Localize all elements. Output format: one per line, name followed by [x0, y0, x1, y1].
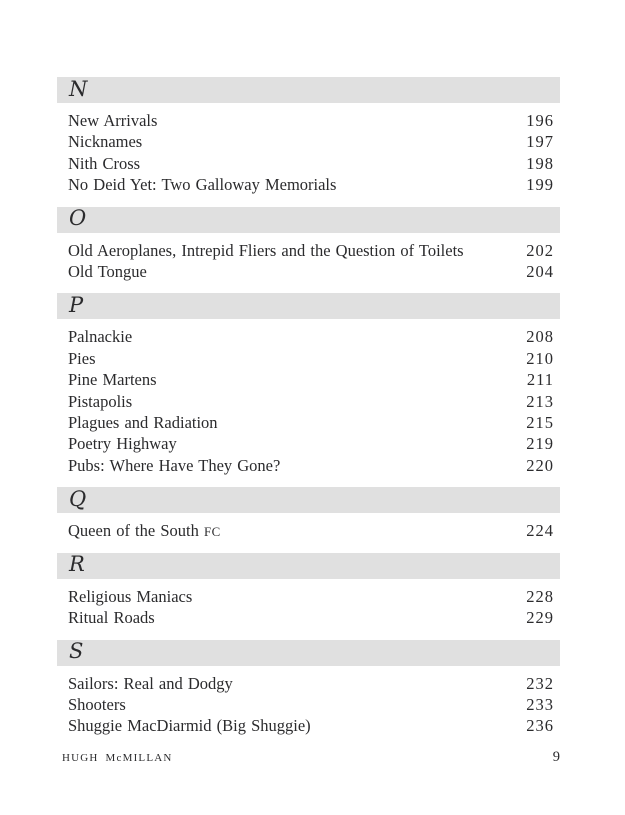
entry-title-text: Shooters [68, 694, 126, 714]
section-entries [57, 111, 560, 197]
entry-title [68, 608, 155, 629]
entry-title-text: Queen of the South [68, 521, 204, 541]
entry-title-text: No Deid Yet: Two Galloway Memorials [68, 175, 337, 195]
toc-entry-row [57, 413, 560, 434]
toc-entry-row [57, 695, 560, 716]
entry-title-text: Sailors: Real and Dodgy [68, 673, 233, 693]
entry-title-text: Pistapolis [68, 391, 133, 411]
toc-entry-row [57, 175, 560, 196]
entry-title [68, 132, 142, 153]
section-entries [57, 521, 560, 542]
entry-title-text: Plagues and Radiation [68, 413, 218, 433]
toc-section [57, 77, 560, 197]
section-letter: N [69, 76, 88, 101]
entry-page-number: 220 [526, 455, 554, 475]
section-header-band [57, 640, 560, 666]
toc-section [57, 293, 560, 477]
toc-entry-row [57, 392, 560, 413]
entry-title [68, 413, 218, 434]
section-header-band [57, 293, 560, 319]
entry-page-number: 215 [526, 413, 554, 433]
entry-title-text: Pubs: Where Have They Gone? [68, 455, 281, 475]
entry-title-text: Ritual Roads [68, 608, 155, 628]
entry-title-text: Religious Maniacs [68, 586, 193, 606]
entry-title [68, 587, 192, 608]
entry-title [68, 716, 311, 737]
entry-page-number: 219 [526, 434, 554, 454]
page-footer [62, 749, 560, 766]
section-letter: S [69, 639, 84, 663]
section-letter: Q [69, 486, 87, 511]
entry-page-number: 202 [526, 240, 554, 260]
footer-page-number: 9 [552, 749, 560, 765]
entry-page-number: 233 [526, 694, 554, 714]
toc-entry-row [57, 434, 560, 455]
entry-title [68, 154, 140, 175]
entry-title-text: Palnackie [68, 327, 133, 347]
entry-title [68, 111, 157, 132]
toc-section [57, 640, 560, 738]
toc [57, 77, 560, 748]
entry-title [68, 370, 157, 391]
section-letter: R [69, 552, 85, 577]
toc-entry-row [57, 716, 560, 737]
toc-entry-row [57, 370, 560, 391]
entry-title [68, 674, 233, 695]
entry-page-number: 224 [526, 521, 554, 541]
section-header-band [57, 553, 560, 579]
section-header-band [57, 77, 560, 103]
section-header-band [57, 207, 560, 233]
toc-section [57, 207, 560, 284]
entry-title [68, 434, 177, 455]
toc-entry-row [57, 327, 560, 348]
entry-title [68, 349, 96, 370]
section-entries [57, 674, 560, 738]
entry-title-text: Shuggie MacDiarmid (Big Shuggie) [68, 716, 311, 736]
entry-page-number: 196 [526, 111, 554, 130]
entry-title [68, 695, 126, 716]
entry-page-number: 208 [526, 327, 554, 347]
entry-title [68, 262, 147, 283]
entry-title-text: Pine Martens [68, 370, 157, 390]
entry-page-number: 210 [526, 348, 554, 368]
toc-entry-row [57, 587, 560, 608]
entry-page-number: 204 [526, 262, 554, 282]
entry-title-smallcaps: FC [203, 525, 221, 540]
toc-entry-row [57, 154, 560, 175]
section-header-band [57, 487, 560, 513]
entry-title-text: Old Aeroplanes, Intrepid Fliers and the Question of Toilets [68, 240, 464, 260]
section-letter: O [69, 206, 87, 231]
entry-page-number: 228 [526, 586, 554, 606]
toc-section [57, 487, 560, 542]
toc-entry-row [57, 111, 560, 132]
section-entries [57, 241, 560, 284]
entry-page-number: 198 [526, 153, 554, 173]
toc-section [57, 553, 560, 630]
entry-title [68, 456, 280, 477]
toc-entry-row [57, 349, 560, 370]
entry-page-number: 236 [526, 716, 554, 736]
entry-page-number: 213 [526, 391, 554, 411]
entry-title [68, 241, 464, 262]
entry-title-text: Pies [68, 348, 96, 368]
toc-entry-row [57, 521, 560, 542]
toc-entry-row [57, 262, 560, 283]
entry-title-text: Nicknames [68, 132, 143, 152]
entry-page-number: 197 [526, 132, 554, 152]
entry-title [68, 327, 132, 348]
entry-title-text: Poetry Highway [68, 434, 177, 454]
footer-author: HUGH McMILLAN [62, 752, 173, 764]
toc-entry-row [57, 456, 560, 477]
entry-title [68, 521, 221, 542]
section-letter: P [69, 292, 84, 317]
entry-page-number: 199 [526, 175, 554, 195]
entry-title-text: New Arrivals [68, 111, 158, 130]
toc-entry-row [57, 608, 560, 629]
section-entries [57, 327, 560, 477]
entry-title-text: Nith Cross [68, 153, 141, 173]
entry-title [68, 175, 336, 196]
entry-page-number: 232 [526, 673, 554, 693]
toc-entry-row [57, 674, 560, 695]
entry-page-number: 211 [526, 370, 554, 390]
entry-title-text: Old Tongue [68, 262, 147, 282]
section-entries [57, 587, 560, 630]
entry-title [68, 392, 132, 413]
toc-entry-row [57, 241, 560, 262]
entry-page-number: 229 [526, 608, 554, 628]
toc-entry-row [57, 132, 560, 153]
